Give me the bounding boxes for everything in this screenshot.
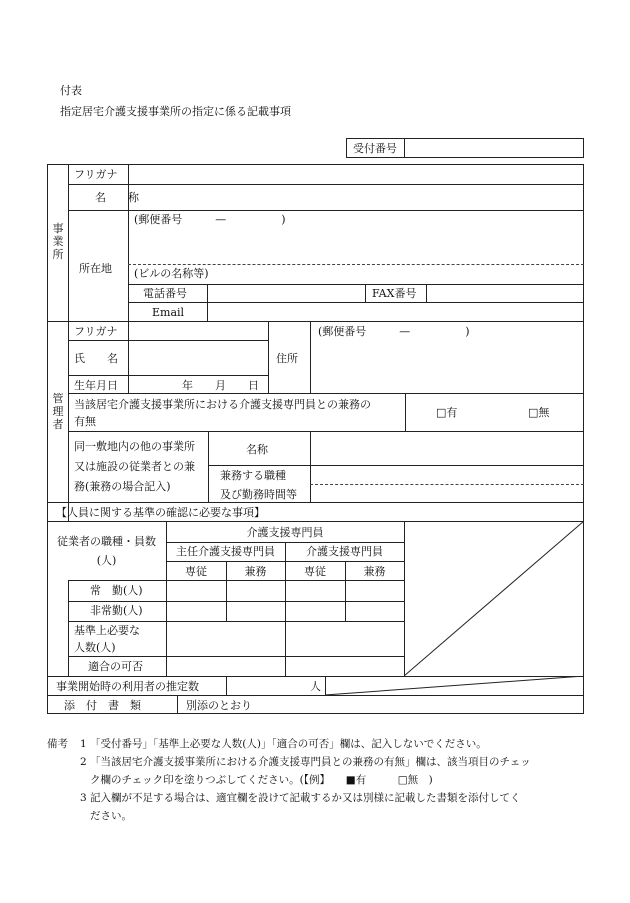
manager-postal[interactable]: (郵便番号 — )	[318, 325, 470, 338]
office-phone-label: 電話番号	[143, 287, 187, 300]
chief-dual-header: 兼務	[244, 565, 267, 578]
staff-type-label-1: 従業者の職種・員数	[57, 535, 156, 548]
attachments-value: 別添のとおり	[186, 699, 252, 712]
office-section-label: 事業所	[52, 222, 64, 261]
notes-label: 備考	[47, 738, 68, 750]
row-parttime-label: 非常勤(人)	[90, 604, 143, 617]
cm-header: 介護支援専門員	[246, 526, 324, 539]
office-postal[interactable]: (郵便番号 — )	[134, 213, 286, 226]
note-1: 1 「受付番号」「基準上必要な人数(人)」「適合の可否」欄は、記入しないでください。	[80, 738, 487, 750]
attachments-label: 添 付 書 類	[64, 699, 141, 712]
users-unit: 人	[310, 680, 321, 693]
regular-cm-header: 介護支援専門員	[306, 545, 383, 558]
row-compliance-label: 適合の可否	[88, 660, 143, 673]
staff-heading: 【人員に関する基準の確認に必要な事項】	[56, 506, 265, 519]
regular-full-header: 専従	[304, 565, 326, 578]
chief-cm-header: 主任介護支援専門員	[176, 545, 275, 558]
row-fulltime-label: 常 勤(人)	[90, 584, 143, 597]
diagonal-slash	[404, 521, 584, 676]
staff-type-label-2: (人)	[96, 554, 117, 567]
other-job-label-2: 及び勤務時間等	[220, 488, 297, 501]
receipt-label: 受付番号	[353, 142, 397, 155]
chief-full-header: 専従	[185, 565, 207, 578]
users-label: 事業開始時の利用者の推定数	[56, 680, 199, 693]
note-3b: ださい。	[90, 810, 132, 822]
dual-role-no-checkbox[interactable]: □無	[528, 406, 550, 419]
note-3a: 3 記入欄が不足する場合は、適宜欄を設けて記載するか又は別様に記載した書類を添付してく	[80, 792, 521, 804]
regular-dual-header: 兼務	[363, 565, 386, 578]
manager-furigana-label: フリガナ	[74, 325, 118, 338]
office-building[interactable]: (ビルの名称等)	[134, 267, 209, 280]
dual-role-label: 当該居宅介護支援事業所における介護支援専門員との兼務の	[74, 398, 371, 411]
doc-label: 付表	[60, 84, 82, 97]
doc-title: 指定居宅介護支援事業所の指定に係る記載事項	[60, 105, 291, 118]
note-2b: ク欄のチェック印を塗りつぶしてください。(【例】 ■有 □無 )	[90, 774, 433, 786]
manager-section-label: 管理者	[52, 392, 64, 431]
users-diagonal	[325, 676, 584, 695]
row-required-label-2: 人数(人)	[74, 641, 116, 654]
manager-name-label: 氏 名	[74, 352, 118, 365]
office-name-label: 名 称	[95, 191, 139, 204]
other-job-label-1: 兼務する職種	[220, 469, 286, 482]
manager-address-label: 住所	[276, 352, 298, 365]
other-facility-name-label: 名称	[246, 443, 268, 456]
other-facility-label-3: 務(兼務の場合記入)	[74, 480, 171, 493]
manager-birth-format: 年 月 日	[182, 379, 259, 392]
note-2a: 2 「当該居宅介護支援事業所における介護支援専門員との兼務の有無」欄は、該当項目のチェッ	[80, 756, 531, 768]
office-fax-label: FAX番号	[372, 287, 417, 300]
manager-birth-label: 生年月日	[74, 379, 118, 392]
dual-role-yes-checkbox[interactable]: □有	[436, 406, 458, 419]
other-facility-label-1: 同一敷地内の他の事業所	[74, 440, 195, 453]
other-facility-label-2: 又は施設の従業者との兼	[74, 460, 195, 473]
office-address-label: 所在地	[79, 262, 112, 275]
office-email-label: Email	[152, 306, 185, 319]
row-required-label-1: 基準上必要な	[74, 624, 140, 637]
office-furigana-label: フリガナ	[74, 168, 118, 181]
dual-role-label-2: 有無	[74, 415, 96, 428]
